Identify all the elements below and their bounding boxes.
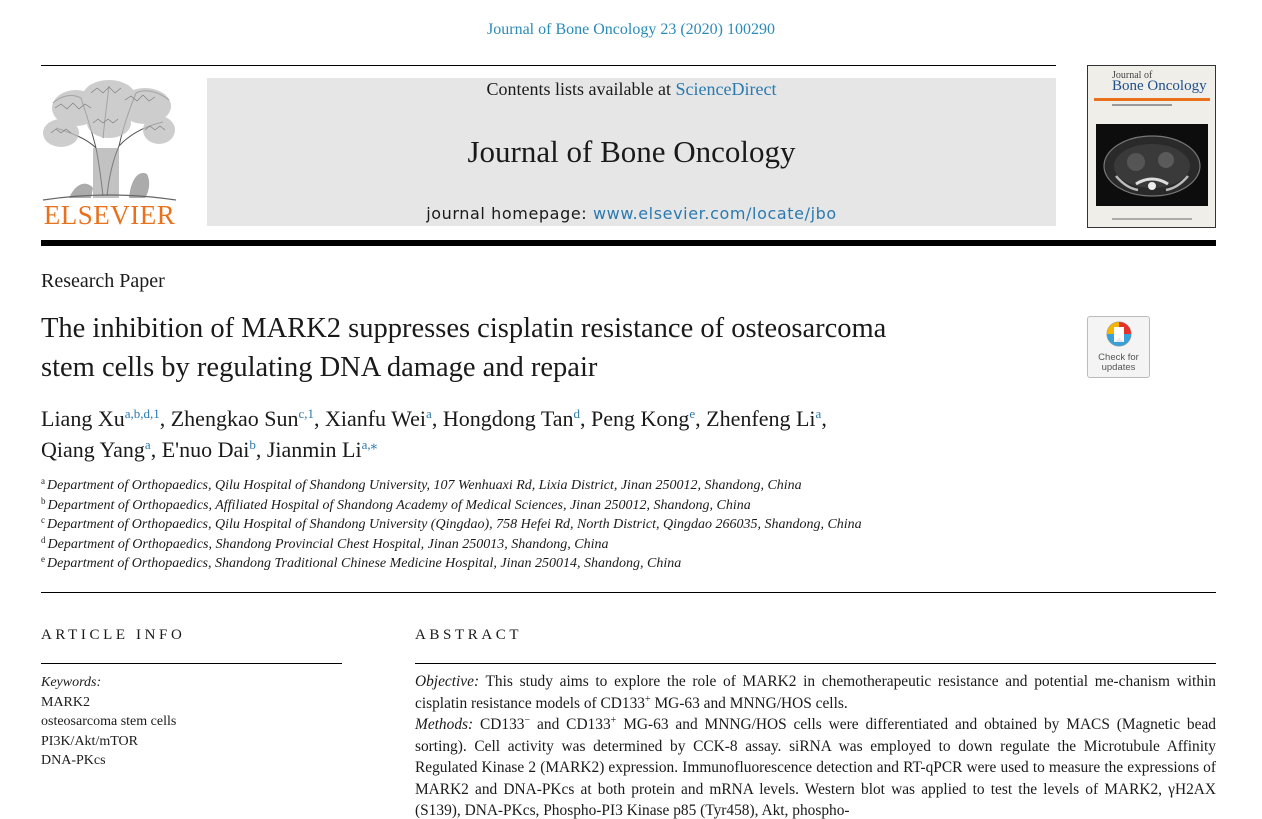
author-affiliation-marks[interactable]: b xyxy=(249,437,256,452)
affiliation-text: Department of Orthopaedics, Affiliated Hospital of Shandong Academy of Medical Sciences, Jinan 250012, Shandong, China xyxy=(47,497,751,513)
cover-ct-scan-image xyxy=(1096,124,1208,206)
homepage-prefix: journal homepage: xyxy=(426,204,593,223)
cover-title: Bone Oncology xyxy=(1112,78,1207,94)
author-affiliation-marks[interactable]: c,1 xyxy=(298,406,314,421)
article-info-heading: ARTICLE INFO xyxy=(41,627,186,643)
author[interactable]: E'nuo Dai xyxy=(161,437,250,462)
journal-reference[interactable]: Journal of Bone Oncology 23 (2020) 100290 xyxy=(487,21,775,38)
abstract-heading: ABSTRACT xyxy=(415,627,523,643)
author-separator: , xyxy=(695,406,707,431)
contents-prefix: Contents lists available at xyxy=(486,79,676,99)
crossmark-icon xyxy=(1105,321,1133,351)
header-thick-rule xyxy=(41,240,1216,246)
homepage-link[interactable]: www.elsevier.com/locate/jbo xyxy=(592,204,837,223)
author-separator: , xyxy=(821,406,827,431)
author-separator: , xyxy=(159,406,171,431)
cover-accent-bar xyxy=(1094,98,1210,101)
author[interactable]: Zhenfeng Li xyxy=(706,406,816,431)
affiliation-item xyxy=(41,535,1141,555)
author-list xyxy=(41,403,1051,465)
article-title-line-2: stem cells by regulating DNA damage and repair xyxy=(41,352,598,383)
author-affiliation-marks[interactable]: a,⁎ xyxy=(361,437,378,452)
objective-label: Objective: xyxy=(415,673,480,690)
affiliation-key: c xyxy=(41,515,45,525)
keyword: DNA-PKcs xyxy=(41,753,106,768)
author-affiliation-marks[interactable]: a,b,d,1 xyxy=(124,406,160,421)
keywords-block xyxy=(41,673,176,771)
top-rule xyxy=(41,65,1056,66)
check-for-updates-button[interactable] xyxy=(1087,316,1150,378)
affiliation-text: Department of Orthopaedics, Shandong Traditional Chinese Medicine Hospital, Jinan 250014, Shandong, China xyxy=(47,556,682,571)
sciencedirect-link[interactable]: ScienceDirect xyxy=(675,79,777,99)
author-affiliation-marks[interactable]: a xyxy=(426,406,432,421)
affiliation-key: d xyxy=(41,534,46,545)
affiliation-item xyxy=(41,476,1141,496)
abstract-methods: Methods: CD133− and CD133+ MG-63 and MNNG/HOS cells were differentiated and obtained by MACS (Magnetic bead sorting). Cell activity was determined by CCK-8 assay. siRNA was employed to down regulate the Microtubule Affinity Regulated Kinase 2 (MARK2) expression. Immunofluorescence detection and RT-qPCR were used to measure the expressions of MARK2 and DNA-PKcs at both protein and mRNA levels. Western blot was applied to test the levels of MARK2, γH2AX (S139), DNA-PKcs, Phospho-PI3 Kinase p85 (Tyr458), Akt, phospho- xyxy=(415,715,1216,819)
keyword: MARK2 xyxy=(41,694,91,710)
author-affiliation-marks[interactable]: a xyxy=(815,406,822,421)
journal-cover-thumbnail[interactable] xyxy=(1087,65,1216,228)
journal-title[interactable]: Journal of Bone Oncology xyxy=(467,134,796,169)
cover-text-lines xyxy=(1112,104,1172,106)
affiliation-text: Department of Orthopaedics, Qilu Hospital of Shandong University, 107 Wenhuaxi Rd, Lixia District, Jinan 250012, Shandong, China xyxy=(47,478,802,493)
abstract-body xyxy=(415,671,1216,819)
author-separator: , xyxy=(431,406,443,431)
cover-small-text: Journal of xyxy=(1112,70,1153,81)
elsevier-wordmark[interactable]: ELSEVIER xyxy=(43,200,176,230)
affiliation-key: a xyxy=(41,476,45,486)
keyword: PI3K/Akt/mTOR xyxy=(41,733,138,749)
affiliation-item xyxy=(41,496,1141,516)
author-separator: , xyxy=(580,406,591,431)
affiliation-item xyxy=(41,554,1141,574)
contents-available-line xyxy=(207,79,1056,100)
author-affiliation-marks[interactable]: e xyxy=(689,406,696,421)
author[interactable]: Xianfu Wei xyxy=(324,406,427,431)
author[interactable]: Qiang Yang xyxy=(41,437,145,462)
author-separator: , xyxy=(255,437,267,462)
author[interactable]: Hongdong Tan xyxy=(442,406,574,431)
affiliation-key: e xyxy=(41,554,45,564)
author[interactable]: Jianmin Li xyxy=(266,437,362,462)
article-type: Research Paper xyxy=(41,270,165,292)
article-title xyxy=(41,309,1061,387)
keyword: osteosarcoma stem cells xyxy=(41,714,177,729)
check-for-updates-label: Check for updates xyxy=(1098,352,1139,373)
affiliation-item xyxy=(41,515,1141,535)
author[interactable]: Zhengkao Sun xyxy=(170,406,299,431)
abstract-rule xyxy=(415,663,1216,664)
author-affiliation-marks[interactable]: d xyxy=(573,406,580,421)
abstract-objective: Objective: This study aims to explore the role of MARK2 in chemotherapeutic resistance and potential me-chanism within cisplatin resistance models of CD133+ MG-63 and MNNG/HOS cells. xyxy=(415,673,1216,712)
cover-footer-line xyxy=(1112,218,1192,220)
article-info-rule xyxy=(41,663,342,664)
keywords-label: Keywords: xyxy=(41,675,102,690)
author-separator: , xyxy=(150,437,162,462)
journal-homepage-line xyxy=(207,204,1056,223)
methods-label: Methods: xyxy=(415,716,474,733)
affiliation-key: b xyxy=(41,495,46,506)
affiliation-list xyxy=(41,476,1141,574)
author[interactable]: Liang Xu xyxy=(41,406,125,431)
section-divider xyxy=(41,592,1216,593)
affiliation-text: Department of Orthopaedics, Shandong Provincial Chest Hospital, Jinan 250013, Shandong, China xyxy=(47,536,609,552)
author-separator: , xyxy=(313,406,325,431)
article-title-line-1: The inhibition of MARK2 suppresses cisplatin resistance of osteosarcoma xyxy=(41,313,887,344)
author[interactable]: Peng Kong xyxy=(591,406,690,431)
author-affiliation-marks[interactable]: a xyxy=(144,437,151,452)
affiliation-text: Department of Orthopaedics, Qilu Hospital of Shandong University (Qingdao), 758 Hefei Rd, North District, Qingdao 266035, Shandong, China xyxy=(47,517,862,532)
